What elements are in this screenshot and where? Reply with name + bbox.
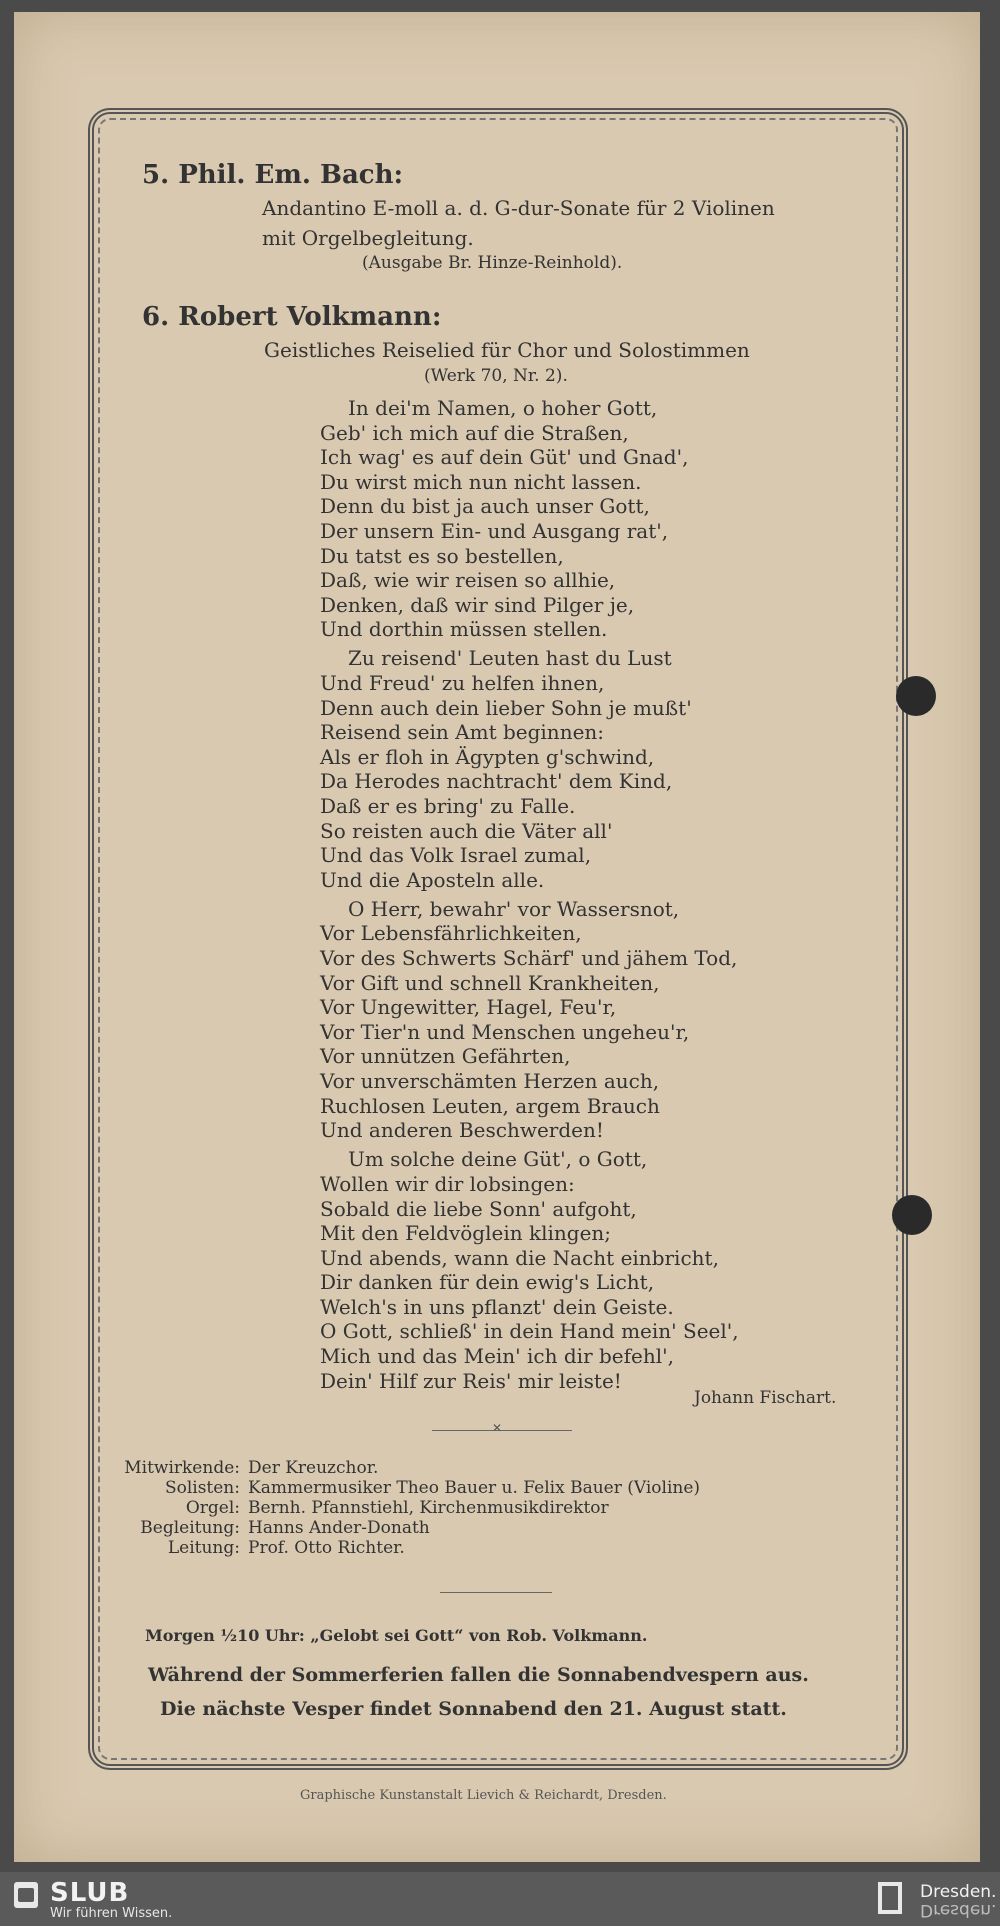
verse-line: Und das Volk Israel zumal, (320, 843, 592, 868)
credit-value: Der Kreuzchor. (248, 1458, 379, 1478)
verse-line: Dir danken für dein ewig's Licht, (320, 1270, 655, 1295)
punch-hole (892, 1195, 932, 1235)
item5-edition: (Ausgabe Br. Hinze-Reinhold). (362, 253, 623, 273)
credit-label: Leitung: (167, 1538, 240, 1558)
verse-line: In dei'm Namen, o hoher Gott, (348, 396, 658, 420)
verse-line: Vor Ungewitter, Hagel, Feu'r, (320, 995, 617, 1020)
verse-line: Daß, wie wir reisen so allhie, (320, 568, 616, 593)
stanza (320, 646, 739, 892)
verse-line: Und die Aposteln alle. (320, 867, 545, 892)
verse-line: Daß er es bring' zu Falle. (320, 794, 576, 818)
credit-label: Mitwirkende: (124, 1458, 240, 1478)
item6-composer: Robert Volkmann: (178, 302, 442, 332)
slub-brand[interactable]: SLUB (50, 1878, 130, 1908)
verse-line: Da Herodes nachtracht' dem Kind, (320, 769, 673, 794)
verse-line: Als er floh in Ägypten g'schwind, (320, 744, 655, 769)
verse-line: Dein' Hilf zur Reis' mir leiste! (320, 1368, 622, 1393)
item5-heading (142, 160, 403, 190)
dresden-crest-icon (878, 1882, 902, 1914)
verse-line: Vor unnützen Gefährten, (320, 1044, 571, 1069)
verse-line: Und dorthin müssen stellen. (320, 617, 608, 642)
item5-number: 5. (142, 160, 170, 190)
verse-line: So reisten auch die Väter all' (320, 818, 613, 843)
verse-line: Sobald die liebe Sonn' aufgoht, (320, 1196, 637, 1221)
verse-line: Geb' ich mich auf die Straßen, (320, 420, 629, 445)
verse-line: Du wirst mich nun nicht lassen. (320, 469, 642, 494)
item5-composer: Phil. Em. Bach: (178, 160, 404, 190)
credit-value: Bernh. Pfannstiehl, Kirchenmusikdirektor (248, 1498, 609, 1518)
verse-line: Vor Gift und schnell Krankheiten, (320, 970, 660, 995)
item6-number: 6. (142, 302, 170, 332)
verse-line: Und anderen Beschwerden! (320, 1118, 604, 1143)
credit-value: Hanns Ander-Donath (248, 1518, 430, 1538)
summer-notice: Während der Sommerferien fallen die Sonnabendvespern aus. (148, 1664, 809, 1686)
stanza (320, 1147, 739, 1393)
verse-line: Um solche deine Güt', o Gott, (348, 1147, 648, 1172)
next-vesper-notice: Die nächste Vesper findet Sonnabend den 21. August statt. (160, 1698, 787, 1720)
library-footer (0, 1872, 1000, 1926)
verse-line: Du tatst es so bestellen, (320, 543, 564, 568)
verse-line: Ich wag' es auf dein Güt' und Gnad', (320, 445, 689, 470)
verse-line: O Herr, bewahr' vor Wassersnot, (348, 896, 680, 921)
verse-line: Denn auch dein lieber Sohn je mußt' (320, 695, 692, 720)
verse-line: Und Freud' zu helfen ihnen, (320, 671, 605, 696)
verse-line: Der unsern Ein- und Ausgang rat', (320, 518, 669, 543)
item6-title: Geistliches Reiselied für Chor und Solostimmen (264, 338, 750, 362)
slub-tagline: Wir führen Wissen. (50, 1906, 173, 1921)
credit-row (92, 1458, 700, 1478)
verse-line: Denn du bist ja auch unser Gott, (320, 494, 650, 519)
credit-row (92, 1518, 700, 1538)
credit-label: Orgel: (185, 1498, 240, 1518)
verse-line: Mich und das Mein' ich dir befehl', (320, 1344, 674, 1369)
poem-author: Johann Fischart. (694, 1388, 837, 1408)
verse-line: Reisend sein Amt beginnen: (320, 720, 605, 745)
credit-row (92, 1538, 700, 1558)
stanza (320, 897, 739, 1143)
verse-line: Vor des Schwerts Schärf' und jähem Tod, (320, 946, 738, 971)
verse-line: Denken, daß wir sind Pilger je, (320, 592, 635, 617)
dresden-label-reflection: Dresden. (920, 1900, 997, 1920)
item6-heading (142, 302, 441, 332)
poem (320, 396, 739, 1398)
verse-line: Und abends, wann die Nacht einbricht, (320, 1245, 719, 1270)
credits-block (92, 1458, 700, 1558)
punch-hole (896, 676, 936, 716)
slub-logo-icon[interactable] (14, 1882, 38, 1908)
verse-line: Vor unverschämten Herzen auch, (320, 1069, 660, 1094)
verse-line: Wollen wir dir lobsingen: (320, 1171, 575, 1196)
dresden-label[interactable]: Dresden. (920, 1882, 997, 1902)
verse-line: O Gott, schließ' in dein Hand mein' Seel', (320, 1319, 739, 1344)
credit-value: Kammermusiker Theo Bauer u. Felix Bauer (Violine) (248, 1478, 701, 1498)
verse-line: Zu reisend' Leuten hast du Lust (348, 646, 672, 671)
printer-imprint: Graphische Kunstanstalt Lievich & Reichardt, Dresden. (300, 1788, 667, 1803)
credit-label: Begleitung: (140, 1518, 240, 1538)
credit-row (92, 1478, 700, 1498)
stanza (320, 396, 739, 642)
verse-line: Vor Lebensfährlichkeiten, (320, 921, 582, 946)
ornament-mark: ✕ (492, 1421, 503, 1435)
item5-line1: Andantino E-moll a. d. G-dur-Sonate für 2 Violinen (262, 196, 775, 220)
ornament-divider (440, 1592, 552, 1593)
item6-opus: (Werk 70, Nr. 2). (424, 366, 568, 386)
verse-line: Vor Tier'n und Menschen ungeheu'r, (320, 1019, 690, 1044)
morning-notice: Morgen ½10 Uhr: „Gelobt sei Gott“ von Rob. Volkmann. (145, 1626, 648, 1645)
item5-line2: mit Orgelbegleitung. (262, 226, 474, 250)
verse-line: Welch's in uns pflanzt' dein Geiste. (320, 1294, 674, 1319)
credit-value: Prof. Otto Richter. (248, 1538, 405, 1558)
verse-line: Mit den Feldvöglein klingen; (320, 1221, 612, 1246)
credit-label: Solisten: (164, 1478, 240, 1498)
verse-line: Ruchlosen Leuten, argem Brauch (320, 1093, 660, 1118)
credit-row (92, 1498, 700, 1518)
